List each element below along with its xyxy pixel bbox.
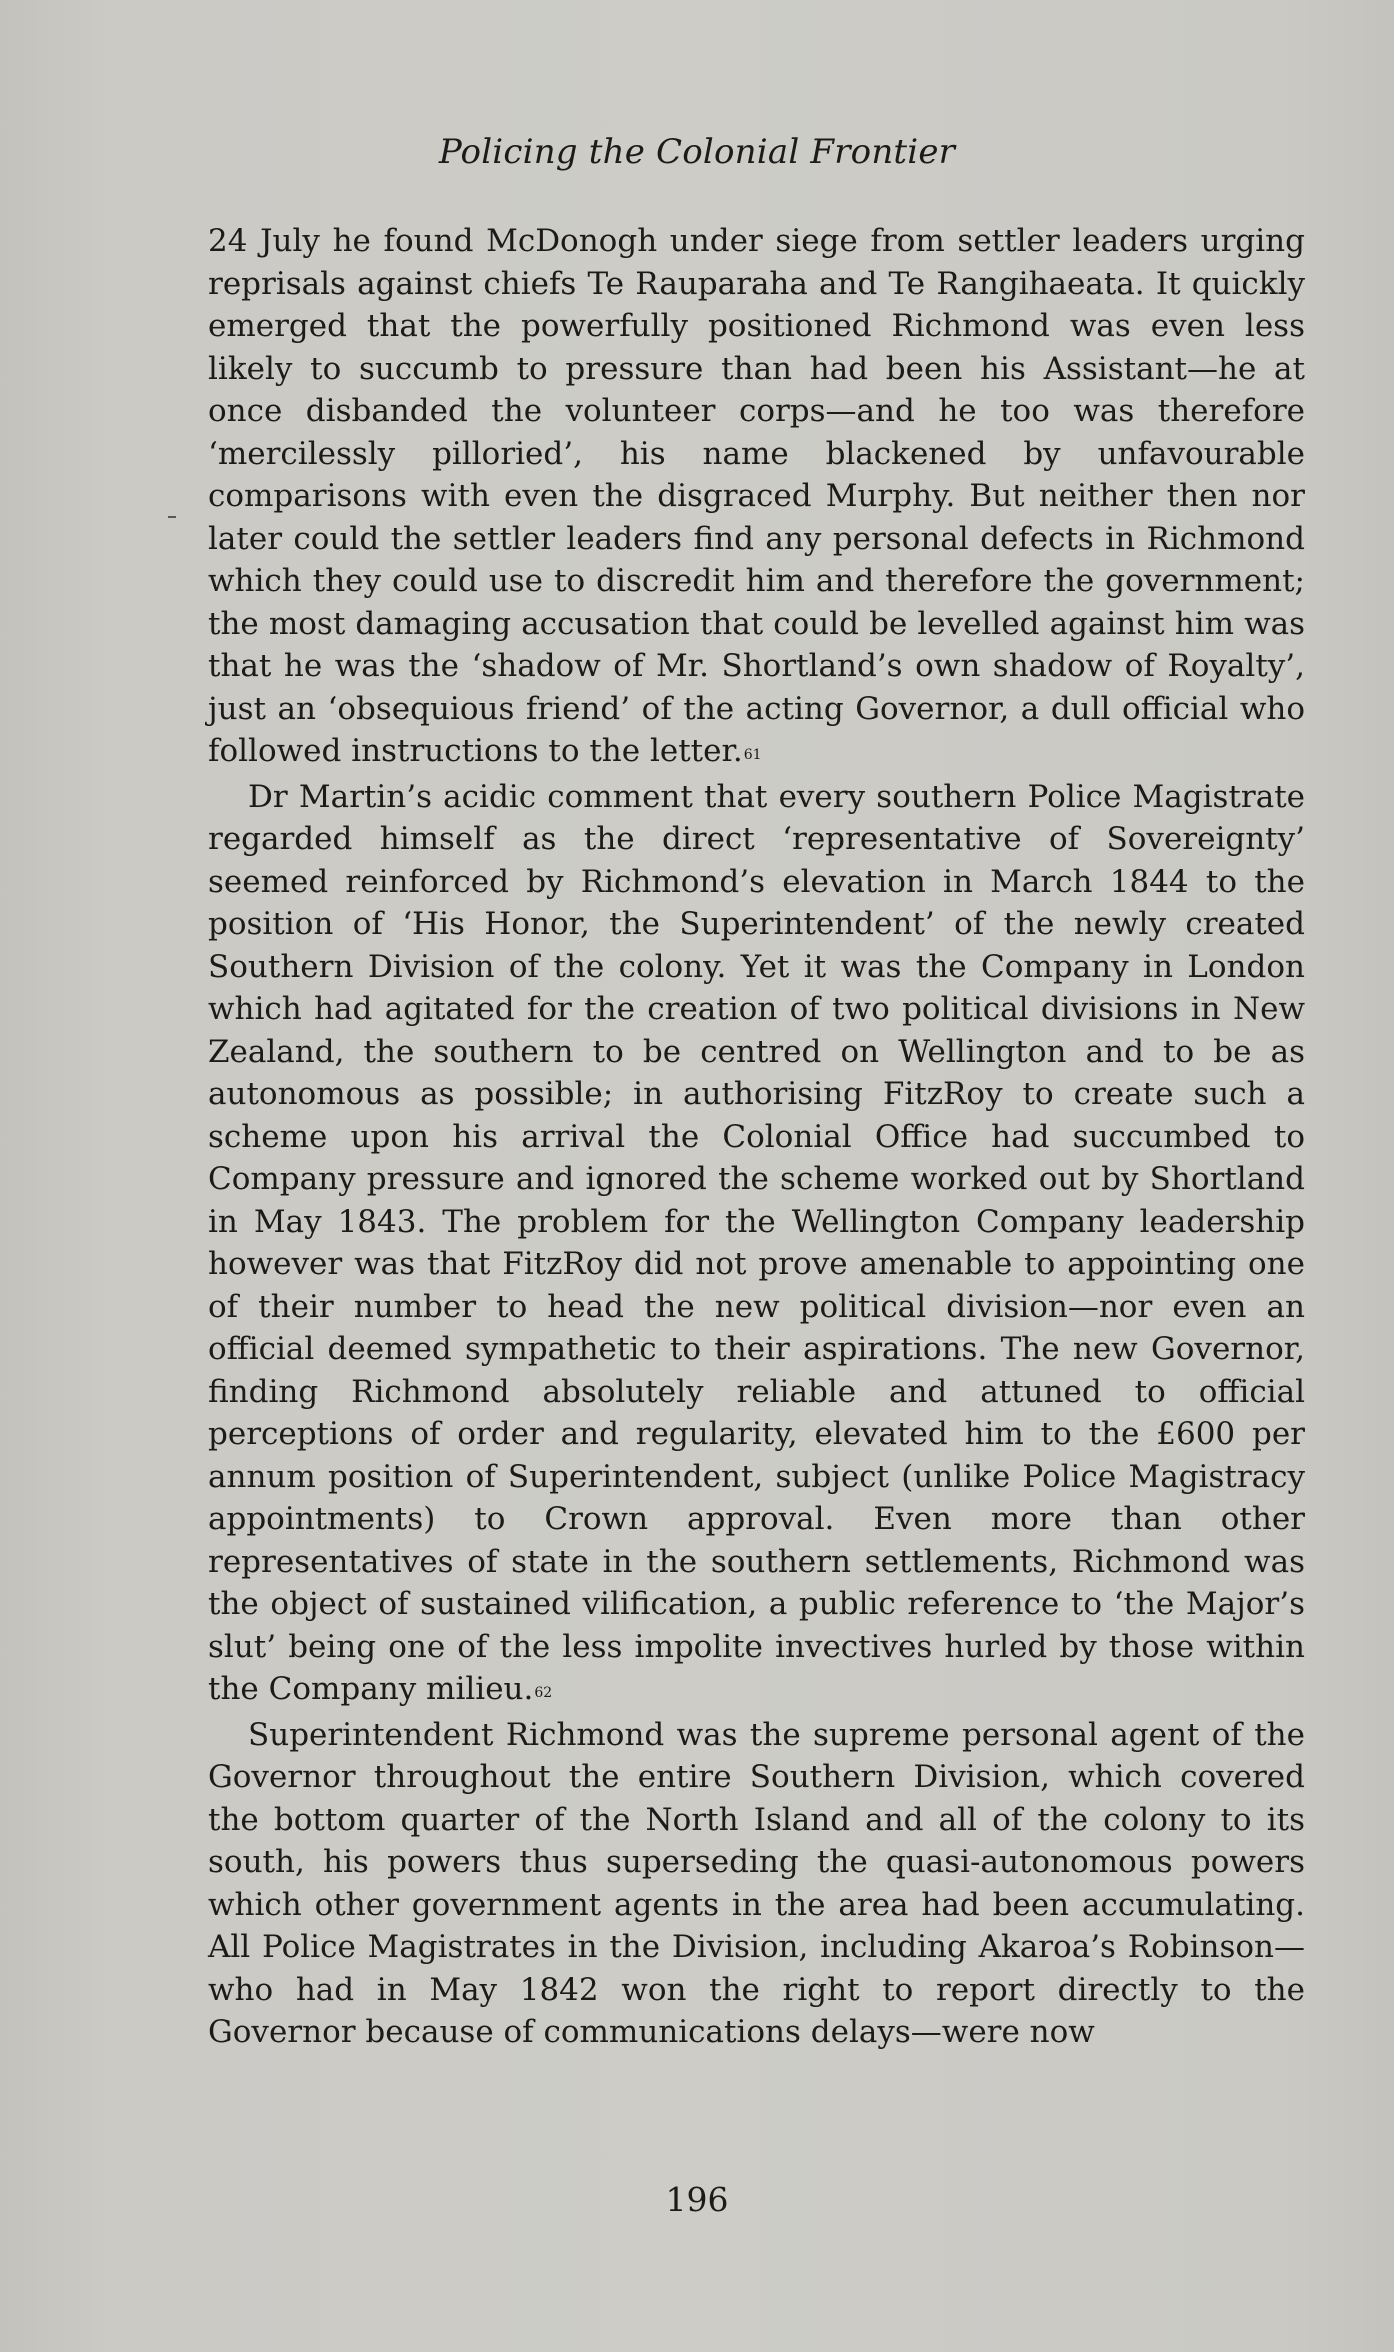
footnote-ref-61: 61: [743, 747, 762, 763]
body-text: [208, 220, 1305, 2054]
page-number: 196: [665, 2180, 729, 2219]
paragraph-text: Dr Martin’s acidic comment that every southern Police Magistrate regarded himself as the direct ‘representative of Sovereignty’ seemed reinforced by Richmond’s elevation in March 1844 to the position of ‘His Honor, the Superintendent’ of the newly created Southern Division of the colony. Yet it was the Company in London which had agitated for the creation of two political divisions in New Zealand, the southern to be centred on Wellington and to be as autonomous as possible; in authorising FitzRoy to create such a scheme upon his arrival the Colonial Office had succumbed to Company pressure and ignored the scheme worked out by Shortland in May 1843. The problem for the Wellington Company leadership however was that FitzRoy did not prove amenable to appointing one of their number to head the new political division—nor even an official deemed sympathetic to their aspirations. The new Governor, finding Richmond absolutely reliable and attuned to official perceptions of order and regularity, elevated him to the £600 per annum position of Superintendent, subject (unlike Police Magistracy appointments) to Crown approval. Even more than other representatives of state in the southern settlements, Richmond was the object of sustained vilification, a public reference to ‘the Major’s slut’ being one of the less impolite invectives hurled by those within the Company milieu.: [208, 778, 1305, 1707]
paragraph-2: [208, 776, 1305, 1711]
paragraph-text: Superintendent Richmond was the supreme personal agent of the Governor throughout the entire Southern Division, which covered the bottom quarter of the North Island and all of the colony to its south, his powers thus superseding the quasi-autonomous powers which other government agents in the area had been accumulating. All Police Magistrates in the Division, including Akaroa’s Robinson—who had in May 1842 won the right to report directly to the Governor because of communications delays—were now: [208, 1716, 1305, 2050]
paragraph-3: [208, 1714, 1305, 2054]
footnote-ref-62: 62: [534, 1685, 553, 1701]
paragraph-text: 24 July he found McDonogh under siege from settler leaders urging reprisals against chiefs Te Rauparaha and Te Rangihaeata. It quickly emerged that the powerfully positioned Richmond was even less likely to succumb to pressure than had been his Assistant—he at once disbanded the volunteer corps—and he too was therefore ‘mercilessly pilloried’, his name blackened by unfavourable comparisons with even the disgraced Murphy. But neither then nor later could the settler leaders find any personal defects in Richmond which they could use to discredit him and therefore the government; the most damaging accusation that could be levelled against him was that he was the ‘shadow of Mr. Shortland’s own shadow of Royalty’, just an ‘obsequious friend’ of the acting Governor, a dull official who followed instructions to the letter.: [208, 223, 1305, 769]
paragraph-1: [208, 220, 1305, 773]
running-head: Policing the Colonial Frontier: [438, 132, 956, 172]
margin-mark: [168, 516, 176, 518]
